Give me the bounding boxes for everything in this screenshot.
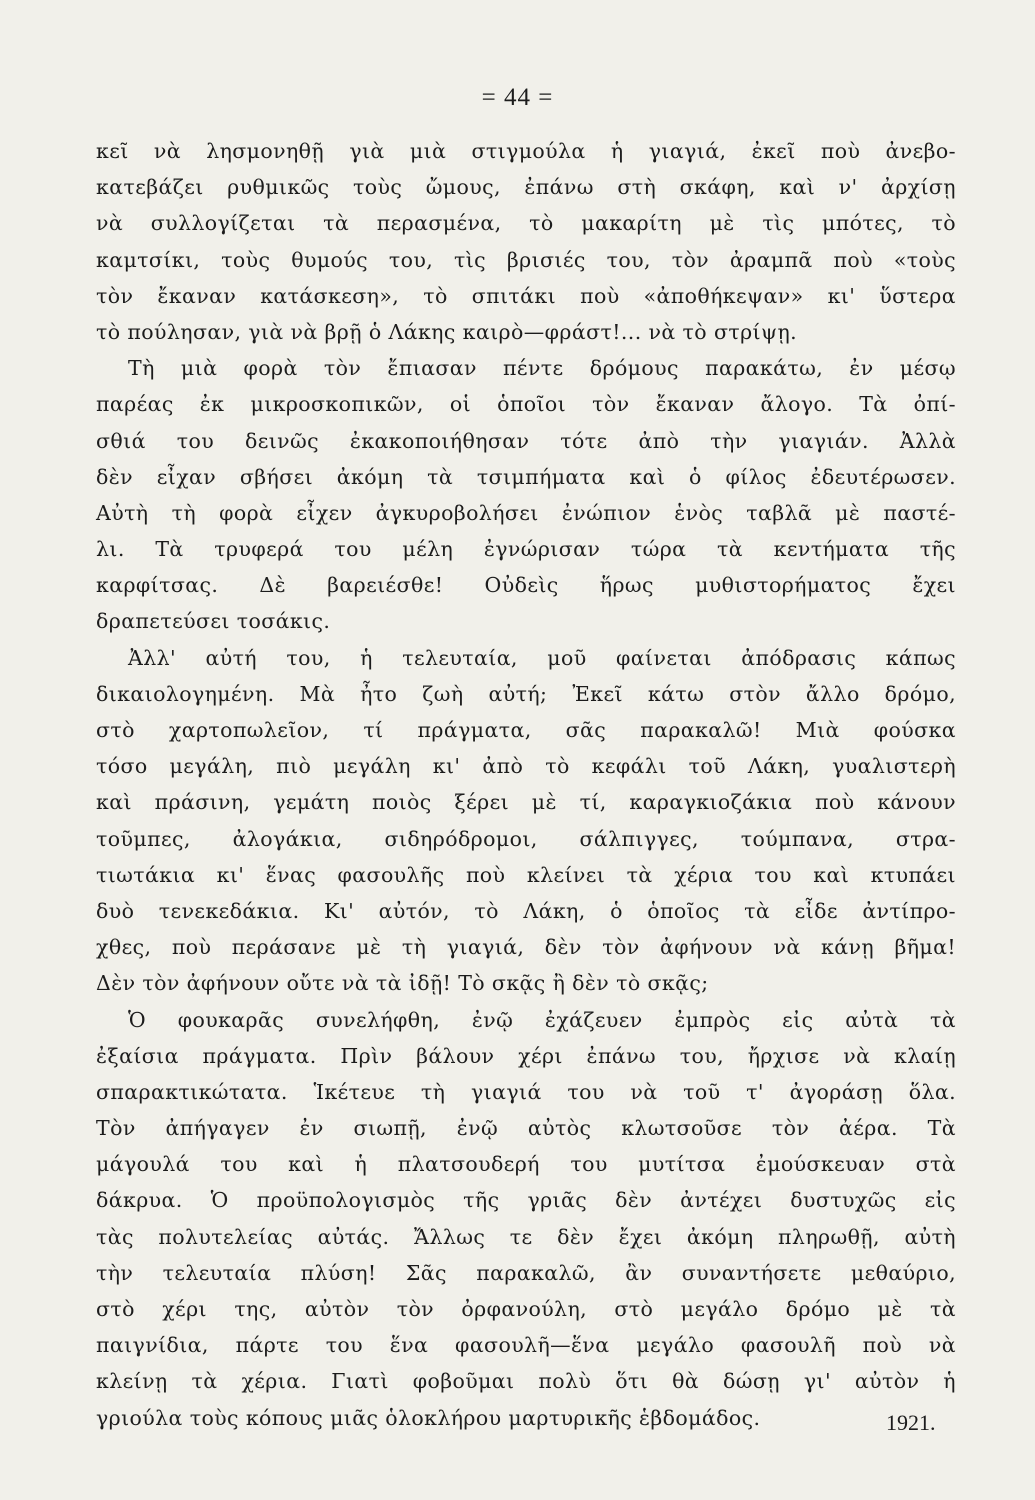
- text-line: δραπετεύσει τοσάκις.: [96, 609, 331, 634]
- text-line: Αὐτὴ τὴ φορὰ εἶχεν ἀγκυροβολήσει ἐνώπιον ἑνὸς ταβλᾶ μὲ παστέ-: [96, 500, 956, 525]
- text-line: τὰς πολυτελείας αὐτάς. Ἄλλως τε δὲν ἔχει ἀκόμη πληρωθῇ, αὐτὴ: [96, 1224, 956, 1249]
- text-line: δυὸ τενεκεδάκια. Κι' αὐτόν, τὸ Λάκη, ὁ ὁποῖος τὰ εἶδε ἀντίπρο-: [96, 898, 956, 923]
- text-line: τόσο μεγάλη, πιὸ μεγάλη κι' ἀπὸ τὸ κεφάλι τοῦ Λάκη, γυαλιστερὴ: [96, 754, 956, 779]
- text-line: χθες, ποὺ περάσανε μὲ τὴ γιαγιά, δὲν τὸν ἀφήνουν νὰ κάνῃ βῆμα!: [96, 935, 956, 960]
- text-line: Δὲν τὸν ἀφήνουν οὔτε νὰ τὰ ἰδῇ! Τὸ σκᾷς ἢ δὲν τὸ σκᾷς;: [96, 971, 709, 996]
- text-line: κλείνῃ τὰ χέρια. Γιατὶ φοβοῦμαι πολὺ ὅτι θὰ δώσῃ γι' αὐτὸν ἡ: [96, 1369, 956, 1394]
- body-text: [96, 133, 956, 1436]
- text-line: Τὸν ἀπήγαγεν ἐν σιωπῇ, ἐνῷ αὐτὸς κλωτσοῦσε τὸν ἀέρα. Τὰ: [96, 1116, 956, 1141]
- date-signature: 1921.: [886, 1410, 936, 1435]
- text-line: Τὴ μιὰ φορὰ τὸν ἔπιασαν πέντε δρόμους παρακάτω, ἐν μέσῳ: [128, 356, 956, 381]
- text-line: καμτσίκι, τοὺς θυμούς του, τὶς βρισιές του, τὸν ἀραμπᾶ ποὺ «τοὺς: [96, 247, 956, 272]
- text-line: νὰ συλλογίζεται τὰ περασμένα, τὸ μακαρίτη μὲ τὶς μπότες, τὸ: [96, 211, 956, 236]
- text-line: κατεβάζει ρυθμικῶς τοὺς ὤμους, ἐπάνω στὴ σκάφη, καὶ ν' ἀρχίσῃ: [96, 175, 956, 200]
- text-line: τὴν τελευταία πλύση! Σᾶς παρακαλῶ, ἂν συναντήσετε μεθαύριο,: [96, 1260, 956, 1285]
- text-line: τὸν ἔκαναν κατάσκεση», τὸ σπιτάκι ποὺ «ἀποθήκεψαν» κι' ὕστερα: [96, 283, 956, 308]
- text-line: τὸ πούλησαν, γιὰ νὰ βρῇ ὁ Λάκης καιρὸ—φράστ!... νὰ τὸ στρίψῃ.: [96, 319, 798, 344]
- text-line: λι. Τὰ τρυφερά του μέλη ἐγνώρισαν τώρα τὰ κεντήματα τῆς: [96, 537, 956, 562]
- text-line: μάγουλά του καὶ ἡ πλατσουδερή του μυτίτσα ἐμούσκευαν στὰ: [96, 1152, 956, 1177]
- text-line: δὲν εἶχαν σβήσει ἀκόμη τὰ τσιμπήματα καὶ ὁ φίλος ἐδευτέρωσεν.: [96, 464, 956, 489]
- text-line: τοῦμπες, ἀλογάκια, σιδηρόδρομοι, σάλπιγγες, τούμπανα, στρα-: [96, 826, 956, 851]
- text-line: στὸ χαρτοπωλεῖον, τί πράγματα, σᾶς παρακαλῶ! Μιὰ φούσκα: [96, 718, 956, 742]
- page-number: = 44 =: [481, 84, 554, 111]
- text-line: δάκρυα. Ὁ προϋπολογισμὸς τῆς γριᾶς δὲν ἀντέχει δυστυχῶς εἰς: [96, 1188, 956, 1213]
- text-line: σθιά του δεινῶς ἐκακοποιήθησαν τότε ἀπὸ τὴν γιαγιάν. Ἀλλὰ: [96, 428, 956, 453]
- text-line: καρφίτσας. Δὲ βαρειέσθε! Οὐδεὶς ἥρως μυθιστορήματος ἔχει: [96, 573, 956, 598]
- text-line: κεῖ νὰ λησμονηθῇ γιὰ μιὰ στιγμούλα ἡ γιαγιά, ἐκεῖ ποὺ ἀνεβο-: [96, 139, 956, 163]
- text-line: Ἀλλ' αὐτή του, ἡ τελευταία, μοῦ φαίνεται ἀπόδρασις κάπως: [128, 645, 956, 670]
- text-line: δικαιολογημένη. Μὰ ἦτο ζωὴ αὐτή; Ἐκεῖ κάτω στὸν ἄλλο δρόμο,: [96, 681, 956, 706]
- text-line: καὶ πράσινη, γεμάτη ποιὸς ξέρει μὲ τί, καραγκιοζάκια ποὺ κάνουν: [96, 790, 956, 815]
- text-line: παιγνίδια, πάρτε του ἕνα φασουλῆ—ἕνα μεγάλο φασουλῆ ποὺ νὰ: [96, 1333, 956, 1358]
- text-line: παρέας ἐκ μικροσκοπικῶν, οἱ ὁποῖοι τὸν ἔκαναν ἄλογο. Τὰ ὀπί-: [96, 392, 956, 417]
- text-line: τιωτάκια κι' ἕνας φασουλῆς ποὺ κλείνει τὰ χέρια του καὶ κτυπάει: [96, 862, 956, 887]
- text-line: γριούλα τοὺς κόπους μιᾶς ὁλοκλήρου μαρτυρικῆς ἑβδομάδος.: [96, 1405, 761, 1430]
- text-line: ἐξαίσια πράγματα. Πρὶν βάλουν χέρι ἐπάνω του, ἤρχισε νὰ κλαίῃ: [96, 1043, 956, 1068]
- text-line: σπαρακτικώτατα. Ἱκέτευε τὴ γιαγιά του νὰ τοῦ τ' ἀγοράσῃ ὅλα.: [96, 1079, 956, 1104]
- text-line: στὸ χέρι της, αὐτὸν τὸν ὀρφανούλη, στὸ μεγάλο δρόμο μὲ τὰ: [96, 1297, 956, 1321]
- text-line: Ὁ φουκαρᾶς συνελήφθη, ἐνῷ ἐχάζευεν ἐμπρὸς εἰς αὐτὰ τὰ: [128, 1007, 956, 1032]
